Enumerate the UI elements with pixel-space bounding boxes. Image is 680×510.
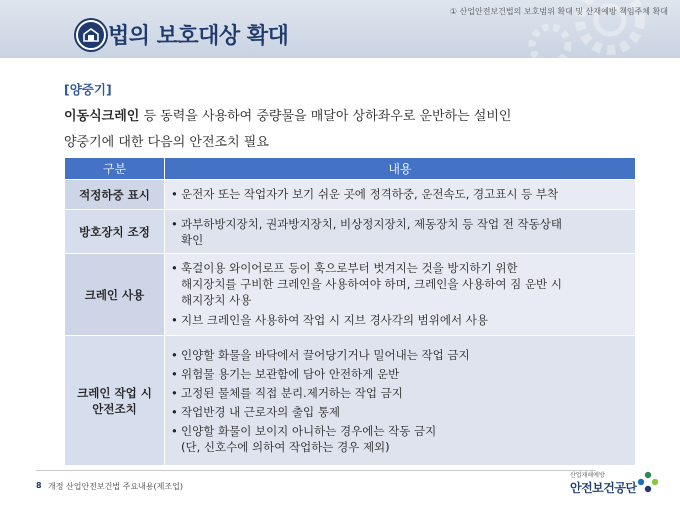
item-text: 운전자 또는 작업자가 보기 쉬운 곳에 정격하중, 운전속도, 경고표시 등 부착 (181, 186, 559, 201)
item-text: 고정된 물체를 직접 분리.제거하는 작업 금지 (181, 386, 403, 400)
chapter-label: ① 산업안전보건법의 보호범위 확대 및 산재예방 책임주체 확대 (449, 7, 668, 16)
item-text: 훅걸이용 와이어로프 등이 훅으로부터 벗겨지는 것을 방지하기 위한 (181, 260, 518, 275)
row-content (165, 180, 636, 210)
row-category: 적정하중 표시 (65, 180, 165, 210)
list-item (171, 347, 629, 363)
list-item (171, 385, 629, 401)
list-item (171, 186, 629, 202)
row-category: 방호장치 조정 (65, 210, 165, 254)
building-shield-icon (76, 20, 106, 50)
list-item (171, 366, 629, 382)
item-text: 과부하방지장치, 권과방지장치, 비상정지장치, 제동장치 등 작업 전 작동상태 (181, 217, 562, 231)
bullet-mark: • (171, 217, 178, 231)
logo-tagline: 산업재해예방 (570, 472, 605, 479)
bullet-mark: • (171, 348, 178, 362)
row-category (65, 336, 165, 466)
item-text: 작업반경 내 근로자의 출입 통제 (181, 405, 341, 419)
category-line: 크레인 작업 시 (77, 385, 152, 400)
list-item (171, 423, 629, 439)
header-content: 내용 (165, 158, 636, 180)
table-row (65, 180, 636, 210)
bullet-mark: • (171, 312, 178, 327)
bullet-mark: • (171, 367, 178, 381)
table-header-row (65, 158, 636, 180)
list-item (171, 312, 629, 328)
item-text: 인양할 화물이 보이지 아니하는 경우에는 작동 금지 (181, 424, 437, 438)
agency-logo-icon (636, 470, 660, 494)
bullet-mark: • (171, 186, 178, 201)
list-item (171, 216, 629, 232)
bullet-mark: • (171, 424, 178, 438)
table-row (65, 336, 636, 466)
table-row (65, 210, 636, 254)
row-content (165, 210, 636, 254)
header-band (0, 0, 680, 58)
list-item (171, 404, 629, 420)
intro-keyword: 이동식크레인 (64, 109, 140, 124)
header-category: 구분 (65, 158, 165, 180)
item-text: 지브 크레인을 사용하여 작업 시 지브 경사각의 범위에서 사용 (181, 312, 488, 327)
footer-title: 개정 산업안전보건법 주요내용(제조업) (48, 482, 183, 491)
safety-measures-table (64, 157, 636, 466)
item-continuation: (단, 신호수에 의하여 작업하는 경우 제외) (181, 440, 390, 454)
item-continuation: 해지장치를 구비한 크레인을 사용하여야 하며, 크레인을 사용하여 짐 운반 시 (181, 276, 562, 291)
bullet-mark: • (171, 405, 178, 419)
item-continuation: 해지장치 사용 (181, 292, 252, 307)
row-content (165, 254, 636, 336)
item-text: 인양할 화물을 바닥에서 끌어당기거나 밀어내는 작업 금지 (181, 348, 470, 362)
row-category: 크레인 사용 (65, 254, 165, 336)
table-row (65, 254, 636, 336)
page-title: 법의 보호대상 확대 (108, 24, 289, 49)
agency-logo (570, 468, 670, 500)
intro-line1: 등 동력을 사용하여 중량물을 매달아 상하좌우로 운반하는 설비인 (139, 109, 512, 124)
intro-text (64, 104, 624, 156)
item-continuation: 확인 (181, 233, 204, 247)
row-content (165, 336, 636, 466)
logo-name: 안전보건공단 (570, 481, 637, 495)
section-label: [양중기] (64, 82, 112, 97)
intro-line2: 양중기에 대한 다음의 안전조치 필요 (64, 135, 269, 150)
list-item (171, 260, 629, 276)
item-text: 위험물 용기는 보관함에 담아 안전하게 운반 (181, 367, 400, 381)
bullet-mark: • (171, 260, 178, 275)
footer-divider (36, 470, 596, 471)
bullet-mark: • (171, 386, 178, 400)
category-line: 안전조치 (92, 401, 137, 416)
page-number: 8 (36, 481, 42, 490)
